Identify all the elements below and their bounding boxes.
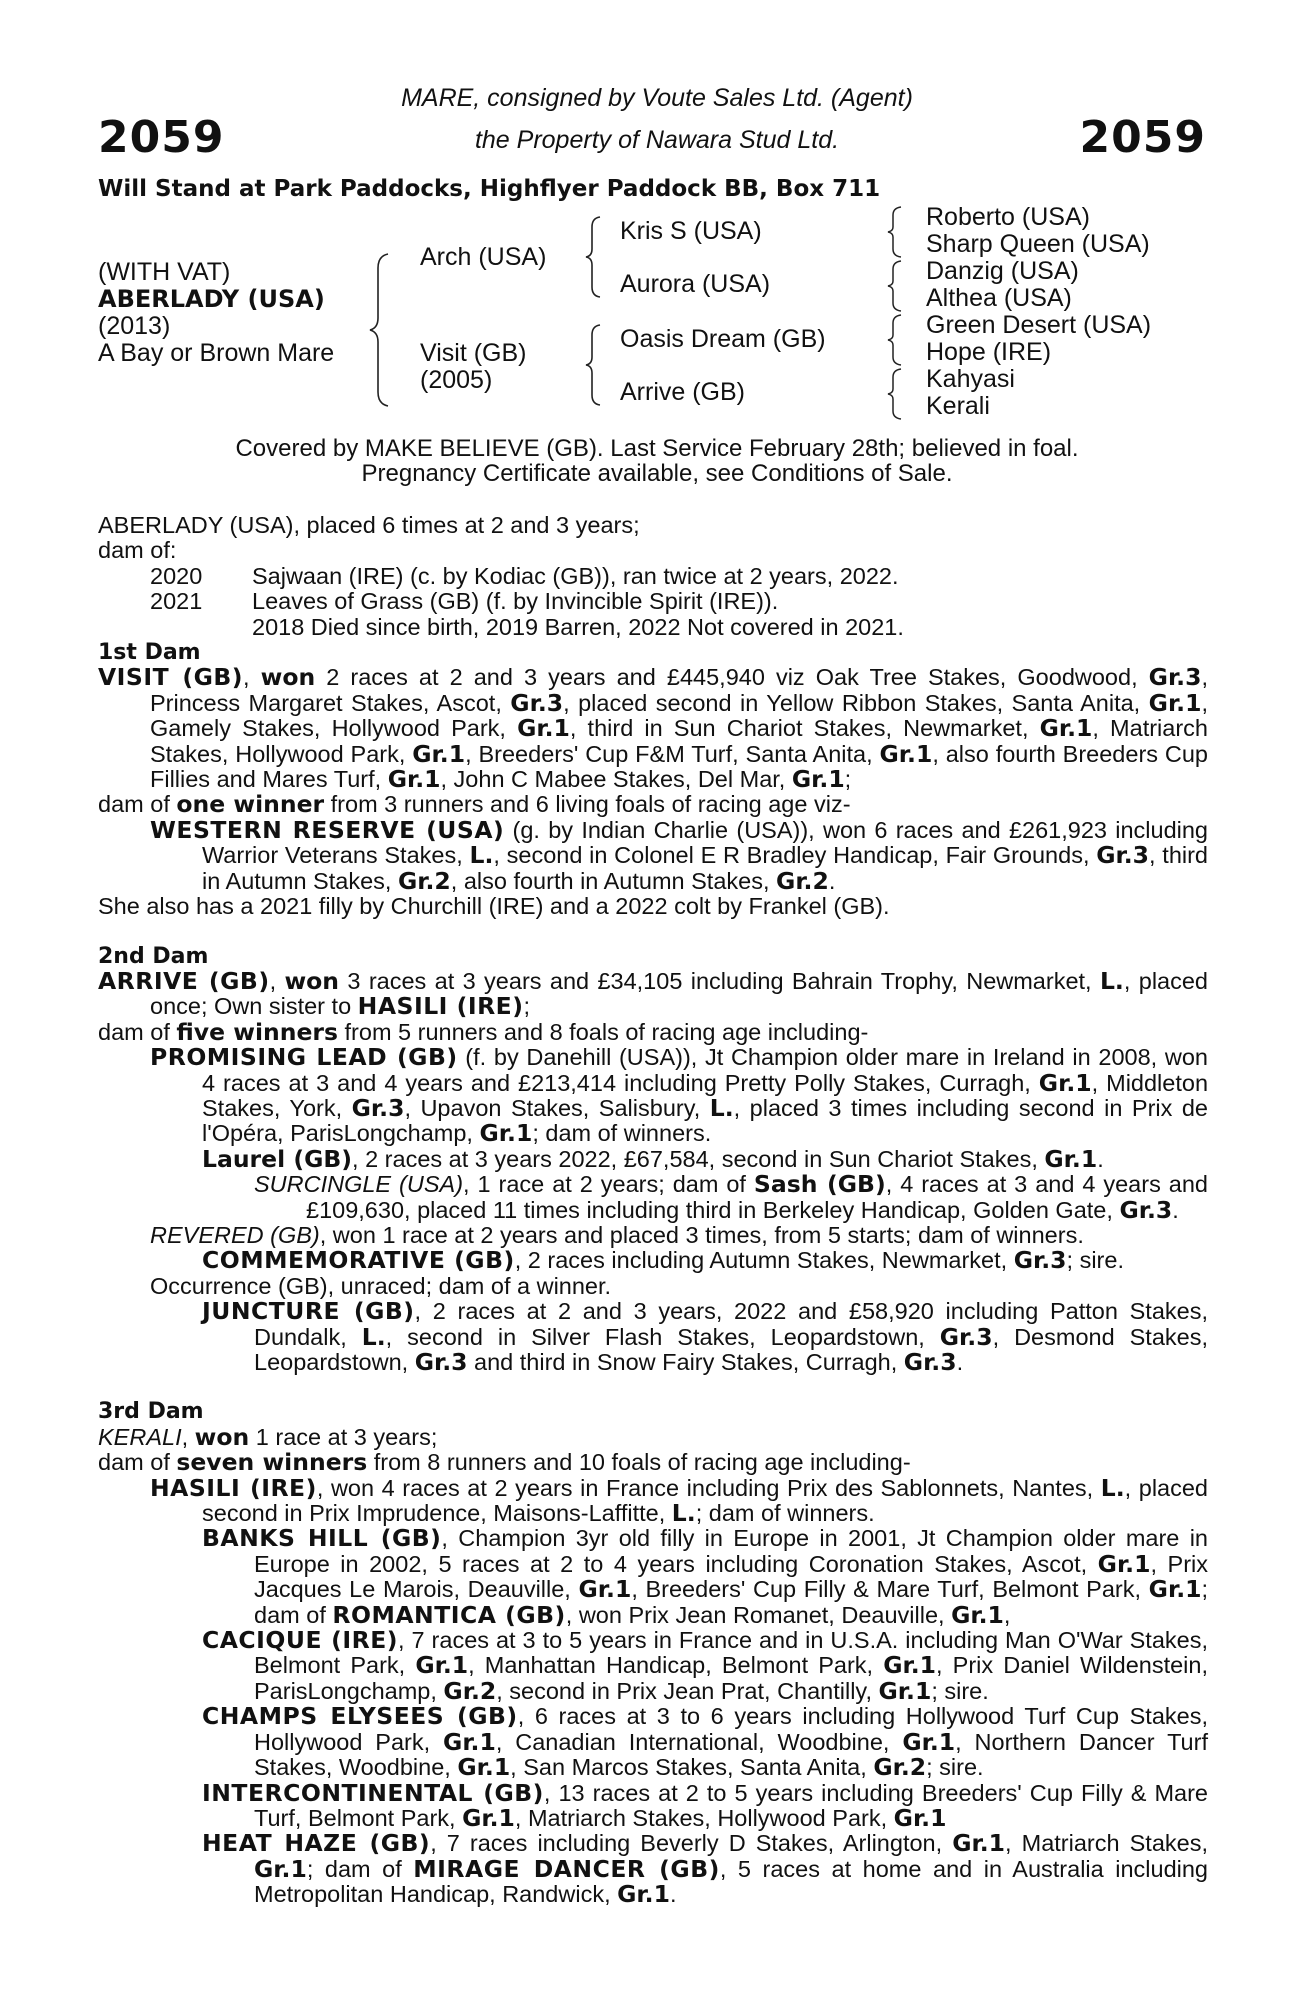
- record-text: ; dam of: [306, 1855, 414, 1882]
- grade: Gr.1: [893, 1803, 947, 1832]
- record-text: , Matriarch Stakes,: [1005, 1830, 1208, 1857]
- lot-number-right: 2059: [1079, 112, 1206, 163]
- pedigree-brace-3b: [886, 259, 904, 313]
- won-label: won: [260, 663, 316, 692]
- grade: Gr.1: [462, 1803, 515, 1832]
- record-text: ; sire.: [1066, 1247, 1124, 1274]
- grade: Gr.1: [1148, 1575, 1202, 1604]
- progeny-name: Sash (GB): [753, 1170, 886, 1199]
- sire-name: Arch (USA): [420, 243, 547, 271]
- grade: Gr.1: [1039, 714, 1093, 743]
- progeny-record: [98, 1831, 1208, 1907]
- record-text: , Princess Margaret Stakes, Ascot,: [150, 664, 1208, 716]
- produce-row: [98, 589, 1208, 614]
- progeny-record: [98, 1144, 1208, 1173]
- record-text: ; sire.: [931, 1677, 989, 1704]
- record-text: , Manhattan Handicap, Belmont Park,: [468, 1652, 884, 1679]
- relative-name: HASILI (IRE): [357, 992, 524, 1021]
- grade: L.: [361, 1322, 386, 1351]
- grade: Gr.2: [776, 866, 829, 895]
- vat-note: (WITH VAT): [98, 258, 231, 286]
- record-text: , Breeders' Cup F&M Turf, Santa Anita,: [465, 740, 880, 767]
- pedigree-gen4-5: Green Desert (USA): [926, 311, 1152, 339]
- record-text: , Matriarch Stakes, Hollywood Park,: [514, 1804, 894, 1831]
- produce-dam-of: dam of:: [98, 537, 177, 564]
- record-text: ; sire.: [926, 1754, 984, 1781]
- record-text: , placed second in Yellow Ribbon Stakes, Santa Anita,: [563, 689, 1149, 716]
- pedigree-gen4-1: Roberto (USA): [926, 203, 1090, 231]
- record-text: , 13 races at 2 to 5 years including Breeders' Cup Filly & Mare Turf, Belmont Park,: [254, 1779, 1208, 1831]
- winners-count: five winners: [176, 1017, 338, 1046]
- record-text: , Canadian International, Woodbine,: [495, 1728, 903, 1755]
- dam-name: Visit (GB): [420, 339, 527, 367]
- record-text: , also fourth Breeders Cup Fillies and Mares Turf,: [150, 740, 1208, 793]
- progeny-name: CHAMPS ELYSEES (GB): [202, 1702, 518, 1731]
- produce-year: 2020: [150, 562, 203, 589]
- progeny-record: [98, 1628, 1208, 1704]
- grade: Gr.1: [1097, 1549, 1151, 1578]
- record-text: , 2 races including Autumn Stakes, Newmarket,: [514, 1247, 1014, 1274]
- grade: Gr.1: [1044, 1144, 1098, 1173]
- progeny-name: PROMISING LEAD (GB): [150, 1043, 458, 1072]
- record-text: , Breeders' Cup Filly & Mare Turf, Belmont Park,: [631, 1576, 1149, 1603]
- grade: Gr.1: [878, 1676, 932, 1705]
- grade: Gr.2: [443, 1676, 497, 1705]
- record-text: , San Marcos Stakes, Santa Anita,: [510, 1754, 874, 1781]
- record-text: from 3 runners and 6 living foals of racing age viz-: [324, 791, 851, 818]
- pedigree-gen4-6: Hope (IRE): [926, 338, 1052, 366]
- record-text: , won 4 races at 2 years in France including Prix des Sablonnets, Nantes,: [316, 1474, 1101, 1501]
- pedigree-gen3-1: Kris S (USA): [620, 217, 762, 245]
- covering-line-2: Pregnancy Certificate available, see Conditions of Sale.: [361, 460, 953, 487]
- record-text: , Northern Dancer Turf Stakes, Woodbine,: [254, 1728, 1208, 1781]
- pedigree-brace-3a: [886, 205, 904, 259]
- progeny-record: [98, 1045, 1208, 1147]
- grade: Gr.1: [254, 1854, 307, 1883]
- record-text: , third in Autumn Stakes,: [202, 842, 1209, 894]
- pedigree-brace-1: [368, 252, 392, 408]
- record-text: 3 races at 3 years and £34,105 including Bahrain Trophy, Newmarket,: [339, 967, 1100, 994]
- grade: Gr.2: [397, 866, 451, 895]
- horse-year: (2013): [98, 312, 171, 340]
- grade: Gr.1: [883, 1651, 937, 1680]
- record-text: .: [669, 1881, 677, 1908]
- progeny-record: Occurrence (GB), unraced; dam of a winner.: [150, 1272, 612, 1299]
- progeny-record: [98, 1778, 1208, 1832]
- progeny-record: [98, 1299, 1208, 1375]
- produce-intro: ABERLADY (USA), placed 6 times at 2 and 3 years;: [98, 512, 640, 538]
- progeny-record: [98, 1704, 1208, 1780]
- record-text: , Matriarch Stakes, Hollywood Park,: [150, 715, 1208, 767]
- dam-name: ARRIVE (GB): [98, 966, 270, 995]
- grade: Gr.1: [387, 765, 441, 794]
- grade: L.: [1099, 966, 1124, 995]
- record-text: dam of: [98, 1018, 177, 1045]
- produce-record: [98, 513, 1208, 1908]
- produce-text: Sajwaan (IRE) (c. by Kodiac (GB)), ran twice at 2 years, 2022.: [252, 562, 899, 589]
- progeny-name: BANKS HILL (GB): [202, 1524, 442, 1553]
- record-text: ; dam of: [254, 1576, 1209, 1628]
- pedigree-brace-3d: [886, 367, 904, 421]
- grade: Gr.1: [902, 1727, 956, 1756]
- record-text: , 2 races at 2 and 3 years, 2022 and £58,920 including Patton Stakes, Dundalk,: [254, 1298, 1208, 1350]
- record-text: , 2 races at 3 years 2022, £67,584, second in Sun Chariot Stakes,: [352, 1145, 1045, 1172]
- second-dam-produce: [98, 1017, 1208, 1046]
- grade: Gr.3: [939, 1322, 993, 1351]
- record-text: ; dam of winners.: [532, 1120, 712, 1147]
- record-text: ,: [1003, 1601, 1011, 1628]
- first-dam-produce: [98, 792, 1208, 817]
- grade: L.: [709, 1093, 734, 1122]
- record-text: , also fourth in Autumn Stakes,: [450, 867, 777, 894]
- pedigree-brace-2a: [584, 215, 604, 299]
- horse-description: A Bay or Brown Mare: [98, 339, 335, 367]
- property-line: the Property of Nawara Stud Ltd.: [474, 126, 840, 154]
- progeny-name: HASILI (IRE): [150, 1473, 317, 1502]
- won-label: won: [194, 1422, 250, 1451]
- progeny-name: REVERED (GB): [150, 1221, 320, 1248]
- record-text: (g. by Indian Charlie (USA)), won 6 races and £261,923 including Warrior Veterans Stakes,: [202, 816, 1208, 869]
- grade: Gr.1: [791, 765, 845, 794]
- pedigree-gen3-4: Arrive (GB): [620, 378, 745, 406]
- record-text: , placed second in Prix Imprudence, Maisons-Laffitte,: [202, 1474, 1209, 1527]
- pedigree-gen4-3: Danzig (USA): [926, 257, 1079, 285]
- produce-year: 2021: [150, 588, 203, 615]
- progeny-name: WESTERN RESERVE (USA): [150, 815, 505, 844]
- grade: Gr.1: [412, 739, 466, 768]
- record-text: , 6 races at 3 to 6 years including Hollywood Turf Cup Stakes, Hollywood Park,: [254, 1703, 1208, 1755]
- record-text: , 4 races at 3 and 4 years and £109,630, placed 11 times including third in Berkeley Handicap, Golden Gate,: [306, 1171, 1208, 1223]
- progeny-record: [98, 1172, 1208, 1223]
- grade: Gr.1: [951, 1600, 1004, 1629]
- third-dam-produce: [98, 1450, 1208, 1475]
- first-dam-record: VISIT (GB), won 2 races at 2 and 3 years and £445,940 viz Oak Tree Stakes, Goodwood, Gr.3, Princess Margaret Stakes, Ascot, Gr.3, placed second in Yellow Ribbon Stakes, Santa Anita, Gr.1, Gamely Stakes, Hollywood Park, Gr.1, third in Sun Chariot Stakes, Newmarket, Gr.1, Matriarch Stakes, Hollywood Park, Gr.1, Breeders' Cup F&M Turf, Santa Anita, Gr.1, also fourth Breeders Cup Fillies and Mares Turf, Gr.1, John C Mabee Stakes, Del Mar, Gr.1;: [98, 663, 1208, 794]
- covering-line-1: Covered by MAKE BELIEVE (GB). Last Service February 28th; believed in foal.: [235, 435, 1079, 462]
- grade: Gr.3: [414, 1348, 468, 1376]
- progeny-name: JUNCTURE (GB): [202, 1297, 415, 1326]
- pedigree-brace-3c: [886, 313, 904, 367]
- grade: Gr.1: [517, 714, 570, 743]
- record-text: .: [1172, 1196, 1179, 1223]
- record-text: , Upavon Stakes, Salisbury,: [404, 1094, 710, 1121]
- produce-row: [98, 564, 1208, 589]
- grade: Gr.3: [1119, 1195, 1173, 1224]
- record-text: dam of: [98, 1449, 177, 1476]
- consignor-line: MARE, consigned by Voute Sales Ltd. (Agent): [401, 84, 913, 112]
- third-dam-record: KERALI, won 1 race at 3 years;: [98, 1422, 438, 1451]
- dam-name: VISIT (GB): [98, 663, 244, 692]
- grade: Gr.1: [443, 1727, 496, 1756]
- record-text: .: [1097, 1145, 1104, 1172]
- progeny-name: MIRAGE DANCER (GB): [413, 1854, 720, 1883]
- record-text: from 8 runners and 10 foals of racing age including-: [367, 1449, 911, 1476]
- grade: Gr.3: [903, 1348, 957, 1376]
- record-text: , placed once; Own sister to: [150, 967, 1208, 1020]
- record-text: from 5 runners and 8 foals of racing age including-: [337, 1018, 869, 1045]
- record-text: ;: [523, 993, 530, 1020]
- record-text: and third in Snow Fairy Stakes, Curragh,: [467, 1349, 904, 1375]
- progeny-name: ROMANTICA (GB): [332, 1600, 566, 1629]
- grade: Gr.1: [1148, 688, 1202, 717]
- grade: Gr.1: [415, 1651, 469, 1680]
- progeny-record: [98, 1248, 1208, 1273]
- first-dam-also: She also has a 2021 filly by Churchill (IRE) and a 2022 colt by Frankel (GB).: [98, 893, 890, 920]
- pedigree-gen4-7: Kahyasi: [926, 365, 1015, 393]
- record-text: , 5 races at home and in Australia including Metropolitan Handicap, Randwick,: [254, 1855, 1208, 1908]
- grade: Gr.3: [1148, 663, 1202, 692]
- record-text: , Desmond Stakes, Leopardstown,: [254, 1323, 1208, 1375]
- won-label: won: [284, 966, 340, 995]
- pedigree-gen3-2: Aurora (USA): [620, 270, 771, 298]
- grade: Gr.1: [879, 739, 933, 768]
- record-text: .: [828, 867, 836, 894]
- first-dam-heading: 1st Dam: [98, 640, 201, 666]
- horse-name: ABERLADY (USA): [98, 285, 325, 313]
- grade: Gr.3: [351, 1093, 405, 1122]
- grade: Gr.1: [479, 1119, 533, 1148]
- pedigree-gen4-2: Sharp Queen (USA): [926, 230, 1150, 258]
- progeny-record: [98, 1526, 1208, 1628]
- pedigree-gen3-3: Oasis Dream (GB): [620, 325, 826, 353]
- record-text: 1 race at 3 years;: [249, 1423, 438, 1450]
- record-text: , Middleton Stakes, York,: [202, 1069, 1209, 1121]
- progeny-name: CACIQUE (IRE): [202, 1626, 399, 1655]
- progeny-record: [98, 1473, 1209, 1528]
- record-text: ; dam of winners.: [695, 1500, 875, 1527]
- record-text: .: [956, 1349, 964, 1375]
- grade: L.: [1100, 1473, 1125, 1502]
- progeny-name: INTERCONTINENTAL (GB): [202, 1778, 544, 1807]
- progeny-record: [98, 815, 1209, 895]
- progeny-name: Laurel (GB): [202, 1144, 353, 1173]
- record-text: , 7 races including Beverly D Stakes, Arlington,: [430, 1830, 953, 1857]
- progeny-record: [98, 1223, 1208, 1248]
- pedigree-gen4-4: Althea (USA): [926, 284, 1072, 312]
- progeny-name: COMMEMORATIVE (GB): [202, 1246, 515, 1275]
- winners-count: seven winners: [176, 1448, 368, 1477]
- progeny-name: HEAT HAZE (GB): [202, 1829, 431, 1858]
- record-text: dam of: [98, 791, 177, 818]
- stand-location: Will Stand at Park Paddocks, Highflyer Paddock BB, Box 711: [98, 176, 881, 202]
- third-dam-heading: 3rd Dam: [98, 1399, 204, 1425]
- grade: L.: [469, 841, 494, 870]
- second-dam-heading: 2nd Dam: [98, 943, 209, 969]
- grade: Gr.1: [952, 1829, 1006, 1858]
- grade: Gr.3: [510, 688, 564, 717]
- record-text: , won Prix Jean Romanet, Deauville,: [565, 1601, 952, 1628]
- grade: Gr.1: [457, 1753, 511, 1782]
- second-dam-record: ARRIVE (GB), won 3 races at 3 years and £34,105 including Bahrain Trophy, Newmarket, L., placed once; Own sister to HASILI (IRE);: [98, 966, 1208, 1021]
- record-text: , placed 3 times including second in Prix de l'Opéra, ParisLongchamp,: [202, 1094, 1208, 1147]
- record-text: , won 1 race at 2 years and placed 3 times, from 5 starts; dam of winners.: [319, 1221, 1084, 1248]
- progeny-name: SURCINGLE (USA): [254, 1171, 464, 1198]
- record-text: , Gamely Stakes, Hollywood Park,: [150, 689, 1208, 742]
- covering-note: [0, 436, 1314, 486]
- pedigree-gen4-8: Kerali: [926, 392, 990, 420]
- record-text: , Prix Jacques Le Marois, Deauville,: [254, 1550, 1208, 1603]
- grade: Gr.3: [1013, 1246, 1067, 1275]
- record-text: , 7 races at 3 to 5 years in France and in U.S.A. including Man O'War Stakes, Belmont Park,: [254, 1627, 1208, 1679]
- grade: Gr.1: [578, 1575, 632, 1604]
- grade: Gr.1: [617, 1880, 670, 1909]
- record-text: , second in Silver Flash Stakes, Leopardstown,: [385, 1323, 940, 1350]
- record-text: , John C Mabee Stakes, Del Mar,: [440, 766, 792, 793]
- produce-note: 2018 Died since birth, 2019 Barren, 2022 Not covered in 2021.: [252, 613, 904, 640]
- record-text: , second in Prix Jean Prat, Chantilly,: [496, 1677, 879, 1704]
- grade: Gr.2: [873, 1753, 927, 1782]
- dam-name: KERALI: [98, 1423, 182, 1450]
- grade: Gr.3: [1096, 841, 1150, 870]
- grade: Gr.1: [1038, 1068, 1092, 1097]
- produce-text: Leaves of Grass (GB) (f. by Invincible Spirit (IRE)).: [252, 588, 779, 615]
- record-text: , 1 race at 2 years; dam of: [463, 1171, 754, 1198]
- record-text: , second in Colonel E R Bradley Handicap, Fair Grounds,: [493, 842, 1097, 869]
- record-text: , Champion 3yr old filly in Europe in 2001, Jt Champion older mare in Europe in 2002, 5 races at 2 to 4 years including Coronation Stakes, Ascot,: [254, 1525, 1208, 1577]
- winners-count: one winner: [176, 790, 325, 819]
- record-text: (f. by Danehill (USA)), Jt Champion older mare in Ireland in 2008, won 4 races at 3 and 4 years and £213,414 including Pretty Polly Stakes, Curragh,: [202, 1044, 1208, 1096]
- record-text: ;: [844, 766, 852, 793]
- record-text: , Prix Daniel Wildenstein, ParisLongchamp,: [254, 1652, 1209, 1704]
- record-text: , third in Sun Chariot Stakes, Newmarket,: [569, 715, 1040, 742]
- lot-number-left: 2059: [98, 112, 225, 163]
- grade: L.: [671, 1499, 696, 1528]
- record-text: 2 races at 2 and 3 years and £445,940 viz Oak Tree Stakes, Goodwood,: [315, 664, 1149, 691]
- dam-year: (2005): [420, 366, 493, 394]
- pedigree-brace-2b: [584, 323, 604, 407]
